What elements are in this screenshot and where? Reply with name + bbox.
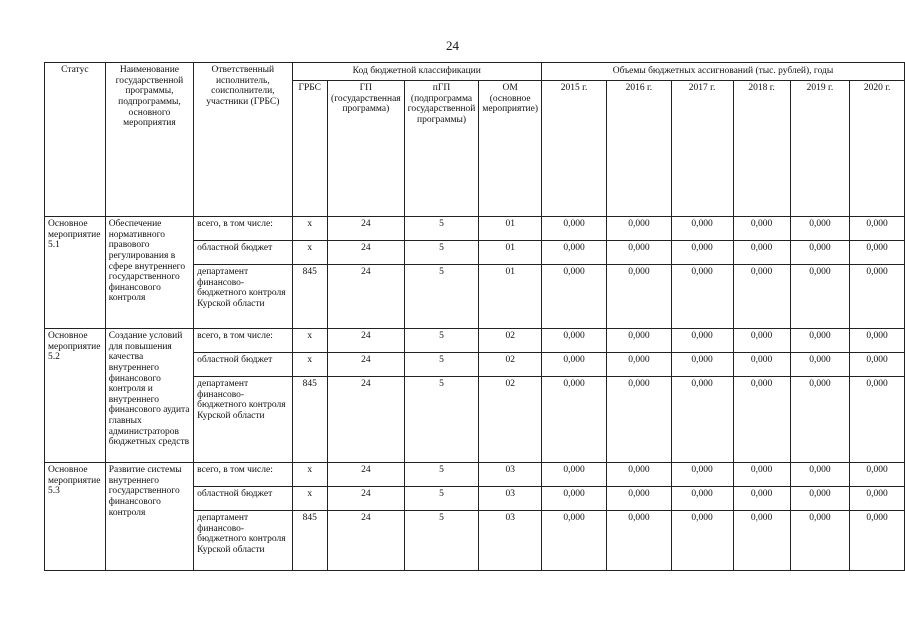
responsible-cell: департамент финансово-бюджетного контроля Курской области (194, 377, 292, 463)
amount-cell: 0,000 (790, 487, 850, 511)
amount-cell: 0,000 (542, 511, 607, 571)
amount-cell: 0,000 (607, 463, 671, 487)
amount-cell: 0,000 (607, 353, 671, 377)
om-cell: 03 (479, 487, 542, 511)
gp-cell: 24 (328, 463, 405, 487)
amount-cell: 0,000 (542, 241, 607, 265)
header-year: 2017 г. (671, 81, 733, 217)
amount-cell: 0,000 (671, 353, 733, 377)
gp-cell: 24 (328, 353, 405, 377)
program-name-cell: Обеспечение нормативного правового регулирования в сфере внутреннего государственного финансового контроля (105, 217, 193, 329)
om-cell: 02 (479, 353, 542, 377)
amount-cell: 0,000 (542, 353, 607, 377)
grbs-cell: х (292, 353, 328, 377)
grbs-cell: 845 (292, 265, 328, 329)
amount-cell: 0,000 (671, 217, 733, 241)
pgp-cell: 5 (404, 487, 479, 511)
header-year: 2020 г. (850, 81, 905, 217)
gp-cell: 24 (328, 377, 405, 463)
pgp-cell: 5 (404, 217, 479, 241)
responsible-cell: областной бюджет (194, 241, 292, 265)
table-row (45, 329, 905, 353)
amount-cell: 0,000 (671, 241, 733, 265)
amount-cell: 0,000 (733, 511, 790, 571)
amount-cell: 0,000 (790, 353, 850, 377)
status-cell: Основное мероприятие 5.3 (45, 463, 106, 571)
amount-cell: 0,000 (790, 265, 850, 329)
responsible-cell: всего, в том числе: (194, 463, 292, 487)
table-row (45, 217, 905, 241)
amount-cell: 0,000 (607, 329, 671, 353)
amount-cell: 0,000 (733, 329, 790, 353)
responsible-cell: всего, в том числе: (194, 217, 292, 241)
gp-cell: 24 (328, 265, 405, 329)
grbs-cell: х (292, 329, 328, 353)
amount-cell: 0,000 (790, 377, 850, 463)
om-cell: 02 (479, 329, 542, 353)
grbs-cell: х (292, 241, 328, 265)
amount-cell: 0,000 (542, 217, 607, 241)
responsible-cell: департамент финансово-бюджетного контроля Курской области (194, 265, 292, 329)
amount-cell: 0,000 (733, 217, 790, 241)
amount-cell: 0,000 (733, 463, 790, 487)
amount-cell: 0,000 (733, 265, 790, 329)
amount-cell: 0,000 (671, 487, 733, 511)
amount-cell: 0,000 (790, 463, 850, 487)
amount-cell: 0,000 (542, 265, 607, 329)
header-name: Наименование государственной программы, подпрограммы, основного мероприятия (105, 63, 193, 217)
gp-cell: 24 (328, 329, 405, 353)
amount-cell: 0,000 (542, 463, 607, 487)
amount-cell: 0,000 (733, 487, 790, 511)
responsible-cell: областной бюджет (194, 353, 292, 377)
amount-cell: 0,000 (850, 511, 905, 571)
header-volumes: Объемы бюджетных ассигнований (тыс. рублей), годы (542, 63, 905, 81)
program-name-cell: Развитие системы внутреннего государственного финансового контроля (105, 463, 193, 571)
amount-cell: 0,000 (671, 377, 733, 463)
pgp-cell: 5 (404, 511, 479, 571)
pgp-cell: 5 (404, 241, 479, 265)
om-cell: 01 (479, 241, 542, 265)
status-cell: Основное мероприятие 5.2 (45, 329, 106, 463)
amount-cell: 0,000 (850, 265, 905, 329)
amount-cell: 0,000 (850, 329, 905, 353)
gp-cell: 24 (328, 511, 405, 571)
status-cell: Основное мероприятие 5.1 (45, 217, 106, 329)
grbs-cell: х (292, 487, 328, 511)
table-row (45, 463, 905, 487)
pgp-cell: 5 (404, 265, 479, 329)
header-status: Статус (45, 63, 106, 217)
responsible-cell: департамент финансово-бюджетного контроля Курской области (194, 511, 292, 571)
grbs-cell: х (292, 217, 328, 241)
amount-cell: 0,000 (671, 265, 733, 329)
amount-cell: 0,000 (607, 487, 671, 511)
amount-cell: 0,000 (790, 241, 850, 265)
budget-table (44, 62, 905, 571)
amount-cell: 0,000 (733, 377, 790, 463)
om-cell: 01 (479, 217, 542, 241)
amount-cell: 0,000 (607, 265, 671, 329)
amount-cell: 0,000 (607, 241, 671, 265)
amount-cell: 0,000 (607, 511, 671, 571)
header-year: 2015 г. (542, 81, 607, 217)
grbs-cell: 845 (292, 377, 328, 463)
header-gp: ГП (государственная программа) (328, 81, 405, 217)
om-cell: 01 (479, 265, 542, 329)
header-grbs: ГРБС (292, 81, 328, 217)
amount-cell: 0,000 (671, 511, 733, 571)
header-year: 2019 г. (790, 81, 850, 217)
amount-cell: 0,000 (850, 463, 905, 487)
om-cell: 03 (479, 463, 542, 487)
amount-cell: 0,000 (850, 353, 905, 377)
amount-cell: 0,000 (790, 511, 850, 571)
pgp-cell: 5 (404, 377, 479, 463)
responsible-cell: областной бюджет (194, 487, 292, 511)
amount-cell: 0,000 (542, 329, 607, 353)
page-number: 24 (446, 38, 459, 53)
header-pgp: пГП (подпрограмма государственной программы) (404, 81, 479, 217)
amount-cell: 0,000 (542, 487, 607, 511)
amount-cell: 0,000 (850, 377, 905, 463)
pgp-cell: 5 (404, 329, 479, 353)
amount-cell: 0,000 (542, 377, 607, 463)
header-responsible: Ответственный исполнитель, соисполнители, участники (ГРБС) (194, 63, 292, 217)
amount-cell: 0,000 (850, 487, 905, 511)
table-header (45, 63, 905, 217)
grbs-cell: х (292, 463, 328, 487)
header-budget-code: Код бюджетной классификации (292, 63, 542, 81)
pgp-cell: 5 (404, 463, 479, 487)
gp-cell: 24 (328, 217, 405, 241)
grbs-cell: 845 (292, 511, 328, 571)
amount-cell: 0,000 (607, 217, 671, 241)
amount-cell: 0,000 (733, 353, 790, 377)
om-cell: 03 (479, 511, 542, 571)
amount-cell: 0,000 (790, 329, 850, 353)
amount-cell: 0,000 (671, 329, 733, 353)
amount-cell: 0,000 (733, 241, 790, 265)
amount-cell: 0,000 (850, 241, 905, 265)
amount-cell: 0,000 (607, 377, 671, 463)
pgp-cell: 5 (404, 353, 479, 377)
amount-cell: 0,000 (850, 217, 905, 241)
table-body (45, 217, 905, 571)
amount-cell: 0,000 (671, 463, 733, 487)
program-name-cell: Создание условий для повышения качества внутреннего финансового контроля и внутреннего финансового аудита главных администраторов бюджетных средств (105, 329, 193, 463)
gp-cell: 24 (328, 487, 405, 511)
header-om: ОМ (основное мероприятие) (479, 81, 542, 217)
responsible-cell: всего, в том числе: (194, 329, 292, 353)
om-cell: 02 (479, 377, 542, 463)
header-year: 2016 г. (607, 81, 671, 217)
gp-cell: 24 (328, 241, 405, 265)
amount-cell: 0,000 (790, 217, 850, 241)
header-year: 2018 г. (733, 81, 790, 217)
